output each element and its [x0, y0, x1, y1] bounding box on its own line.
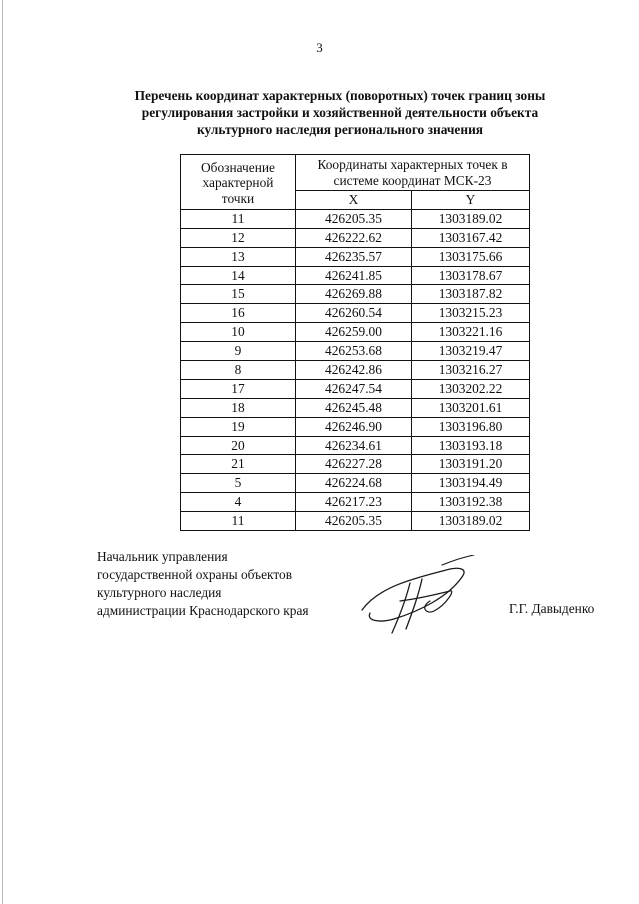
x-coordinate-cell: 426222.62 [296, 228, 412, 247]
y-column-header: Y [412, 191, 530, 210]
point-cell: 4 [181, 493, 296, 512]
y-coordinate-cell: 1303219.47 [412, 342, 530, 361]
coords-header-line: системе координат МСК-23 [333, 173, 492, 188]
coordinates-table [180, 154, 530, 531]
table-body [181, 209, 530, 530]
point-cell: 8 [181, 361, 296, 380]
point-cell: 11 [181, 209, 296, 228]
table-row [181, 228, 530, 247]
y-coordinate-cell: 1303178.67 [412, 266, 530, 285]
coordinates-column-header [296, 155, 530, 191]
point-cell: 13 [181, 247, 296, 266]
x-coordinate-cell: 426269.88 [296, 285, 412, 304]
table-row [181, 417, 530, 436]
point-column-header [181, 155, 296, 210]
x-column-header: X [296, 191, 412, 210]
point-cell: 14 [181, 266, 296, 285]
point-cell: 9 [181, 342, 296, 361]
point-cell: 11 [181, 512, 296, 531]
position-line: государственной охраны объектов [97, 567, 293, 582]
document-title [100, 87, 580, 138]
y-coordinate-cell: 1303193.18 [412, 436, 530, 455]
signer-name: Г.Г. Давыденко [509, 601, 595, 616]
title-line: регулирования застройки и хозяйственной деятельности объекта [141, 105, 539, 120]
handwritten-signature [350, 555, 480, 640]
point-cell: 20 [181, 436, 296, 455]
y-coordinate-cell: 1303189.02 [412, 512, 530, 531]
title-line: Перечень координат характерных (поворотных) точек границ зоны [134, 88, 546, 103]
x-coordinate-cell: 426217.23 [296, 493, 412, 512]
table-row [181, 266, 530, 285]
x-coordinate-cell: 426205.35 [296, 512, 412, 531]
title-line: культурного наследия регионального значения [196, 122, 484, 137]
y-coordinate-cell: 1303201.61 [412, 398, 530, 417]
point-cell: 17 [181, 379, 296, 398]
x-coordinate-cell: 426253.68 [296, 342, 412, 361]
table-row [181, 474, 530, 493]
y-coordinate-cell: 1303192.38 [412, 493, 530, 512]
point-cell: 19 [181, 417, 296, 436]
x-coordinate-cell: 426247.54 [296, 379, 412, 398]
x-coordinate-cell: 426259.00 [296, 323, 412, 342]
x-coordinate-cell: 426245.48 [296, 398, 412, 417]
position-line: администрации Краснодарского края [97, 603, 309, 618]
table-row [181, 304, 530, 323]
table-header-row [181, 155, 530, 191]
point-cell: 5 [181, 474, 296, 493]
table-row [181, 455, 530, 474]
point-cell: 10 [181, 323, 296, 342]
coords-header-line: Координаты характерных точек в [317, 157, 508, 172]
point-cell: 16 [181, 304, 296, 323]
position-line: культурного наследия [97, 585, 222, 600]
x-coordinate-cell: 426241.85 [296, 266, 412, 285]
x-coordinate-cell: 426205.35 [296, 209, 412, 228]
x-coordinate-cell: 426235.57 [296, 247, 412, 266]
y-coordinate-cell: 1303189.02 [412, 209, 530, 228]
table-row [181, 361, 530, 380]
signature-position-block [97, 548, 309, 620]
table-row [181, 342, 530, 361]
point-cell: 18 [181, 398, 296, 417]
table-row [181, 436, 530, 455]
x-coordinate-cell: 426246.90 [296, 417, 412, 436]
point-cell: 15 [181, 285, 296, 304]
y-coordinate-cell: 1303194.49 [412, 474, 530, 493]
x-coordinate-cell: 426242.86 [296, 361, 412, 380]
page-edge [2, 0, 3, 904]
point-header-line: характерной [202, 175, 274, 191]
y-coordinate-cell: 1303202.22 [412, 379, 530, 398]
y-coordinate-cell: 1303167.42 [412, 228, 530, 247]
x-coordinate-cell: 426227.28 [296, 455, 412, 474]
position-line: Начальник управления [97, 549, 228, 564]
y-coordinate-cell: 1303196.80 [412, 417, 530, 436]
table-row [181, 379, 530, 398]
y-coordinate-cell: 1303221.16 [412, 323, 530, 342]
y-coordinate-cell: 1303187.82 [412, 285, 530, 304]
table-row [181, 512, 530, 531]
x-coordinate-cell: 426234.61 [296, 436, 412, 455]
table-row [181, 398, 530, 417]
point-header-line: Обозначение [201, 159, 275, 175]
table-row [181, 493, 530, 512]
point-cell: 21 [181, 455, 296, 474]
x-coordinate-cell: 426260.54 [296, 304, 412, 323]
x-coordinate-cell: 426224.68 [296, 474, 412, 493]
y-coordinate-cell: 1303191.20 [412, 455, 530, 474]
page-number: 3 [316, 40, 323, 55]
point-header-line: точки [221, 190, 255, 206]
table-row [181, 247, 530, 266]
table-row [181, 209, 530, 228]
y-coordinate-cell: 1303175.66 [412, 247, 530, 266]
y-coordinate-cell: 1303216.27 [412, 361, 530, 380]
table-row [181, 285, 530, 304]
y-coordinate-cell: 1303215.23 [412, 304, 530, 323]
point-cell: 12 [181, 228, 296, 247]
table-row [181, 323, 530, 342]
